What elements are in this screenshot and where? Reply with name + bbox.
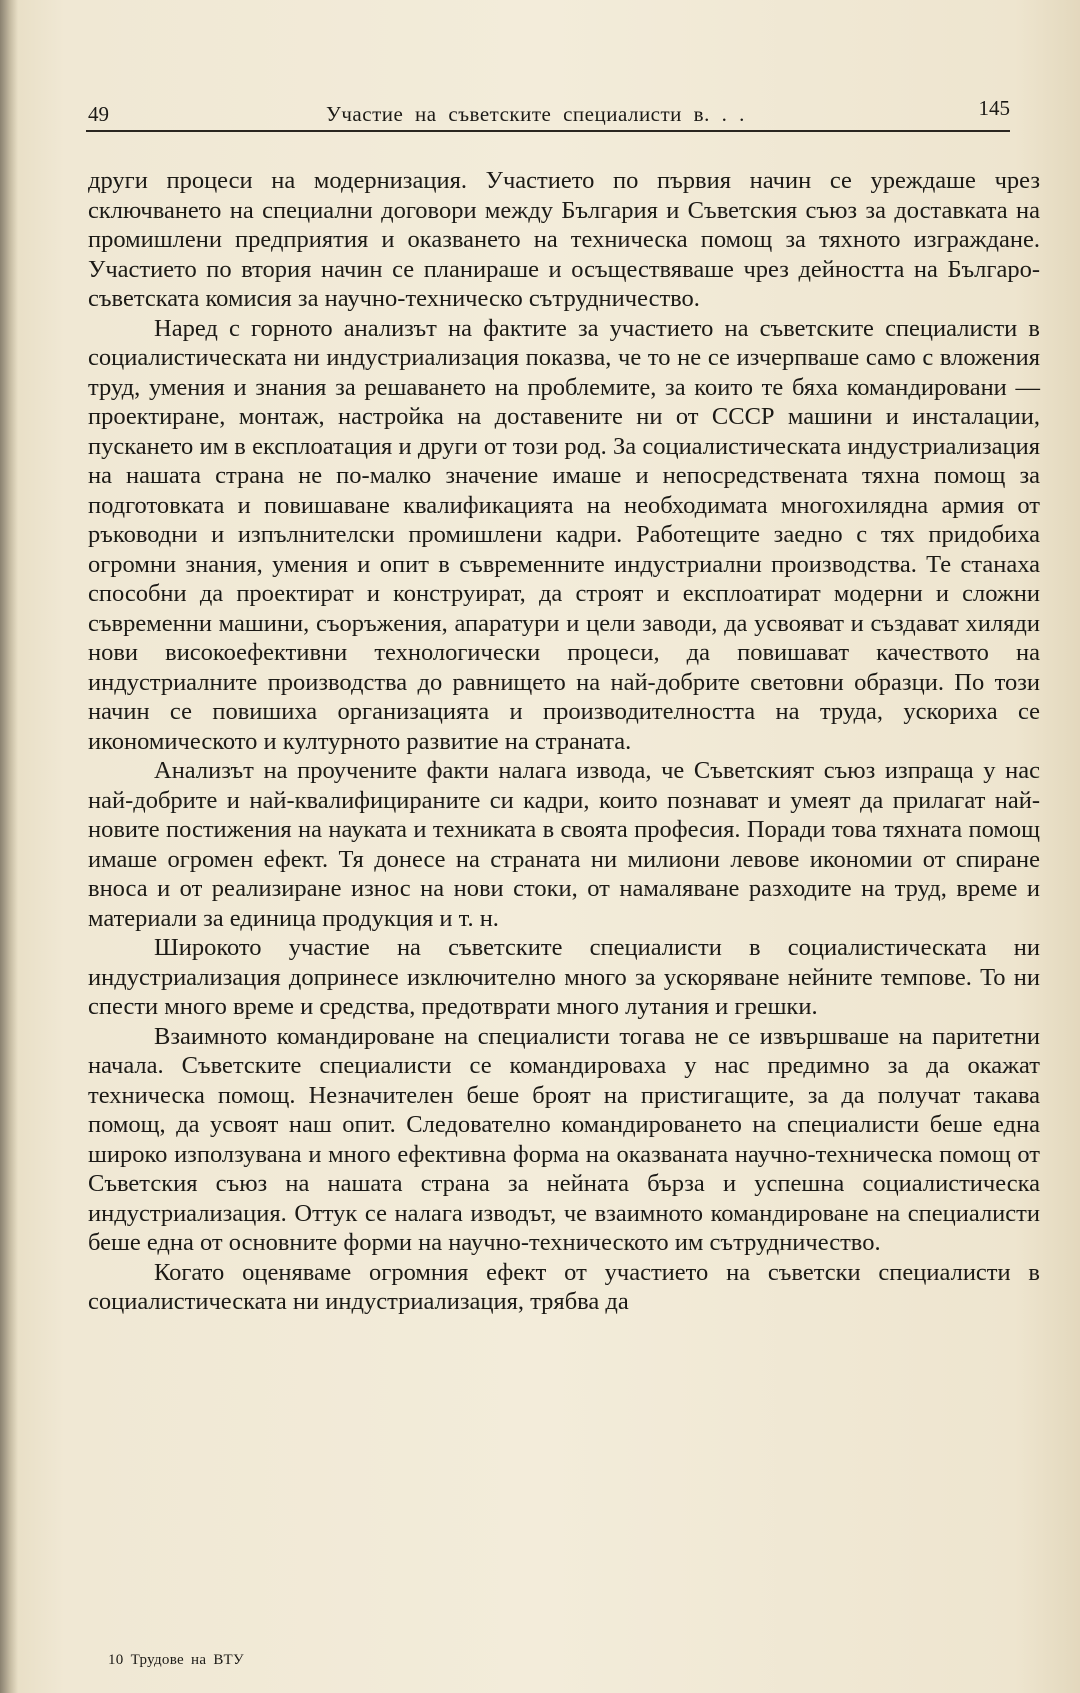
paragraph-5: Взаимното командироване на специалисти тогава не се извършваше на паритетни начала. Съветските специалисти се командироваха у нас предимно за да окажат техническа помощ. Незначителен беше броят на пристигащите, за да получат такава помощ, да усвоят наш опит. Следователно командироването на специалисти беше една широко използувана и много ефективна форма на оказваната научно-техническа помощ от Съветския съюз на нашата страна за нейната бърза и успешна социалистическа индустриализация. Оттук се налага изводът, че взаимното командироване на специалисти беше една от основните форми на научно-техническото им сътрудничество. <box>88 1022 1040 1256</box>
paragraph-6: Когато оценяваме огромния ефект от участието на съветски специалисти в социалистическата ни индустриализация, трябва да <box>88 1258 1040 1315</box>
paragraph-4: Широкото участие на съветските специалисти в социалистическата ни индустриализация допринесе изключително много за ускоряване нейните темпове. То ни спести много време и средства, предотврати много лутания и грешки. <box>88 934 1040 1020</box>
paragraph-1: други процеси на модернизация. Участието по първия начин се уреждаше чрез сключването на специални договори между България и Съветския съюз за доставката на промишлени предприятия и оказването на техническа помощ за тяхното изграждане. Участието по втория начин се планираше и осъществяваше чрез дейността на Българо-съветската комисия за научно-техническо сътрудничество. <box>88 167 1040 312</box>
running-title: Участие на съветските специалисти в. . . <box>326 102 745 126</box>
header-rule <box>86 130 1010 132</box>
page-number: 145 <box>978 96 1010 120</box>
signature-footer: 10 Трудове на ВТУ <box>108 1652 244 1668</box>
paragraph-3: Анализът на проучените факти налага извода, че Съветският съюз изпраща у нас най-добрите и най-квалифицираните си кадри, които познават и умеят да прилагат най-новите постижения на науката и техниката в своята професия. Поради това тяхната помощ имаше огромен ефект. Тя донесе на страната ни милиони левове икономии от спиране вноса и от реализиране износ на нови стоки, от намаляване разходите на труд, време и материали за единица продукция и т. н. <box>88 757 1040 932</box>
body-text <box>88 166 1040 1317</box>
binding-gutter <box>0 0 18 1693</box>
section-number: 49 <box>88 102 109 126</box>
paragraph-2: Наред с горното анализът на фактите за участието на съветските специалисти в социалистическата ни индустриализация показва, че то не се изчерпваше само с вложения труд, умения и знания за решаването на проблемите, за които те бяха командировани — проектиране, монтаж, настройка на доставените ни от СССР машини и инсталации, пускането им в експлоатация и други от този род. За социалистическата индустриализация на нашата страна не по-малко значение имаше и непосредствената тяхна помощ за подготовката и повишаване квалификацията на необходимата многохилядна армия от ръководни и изпълнителски промишлени кадри. Работещите заедно с тях придобиха огромни знания, умения и опит в съвременните индустриални производства. Те станаха способни да проектират и конструират, да строят и експлоатират модерни и сложни съвременни машини, съоръжения, апаратури и цели заводи, да усвояват и създават хиляди нови високоефективни технологически процеси, да повишават качеството на индустриалните производства до равнището на най-добрите световни образци. По този начин се повишиха организацията и производителността на труда, ускориха се икономическото и културното развитие на страната. <box>88 314 1040 755</box>
running-head <box>88 96 1010 130</box>
